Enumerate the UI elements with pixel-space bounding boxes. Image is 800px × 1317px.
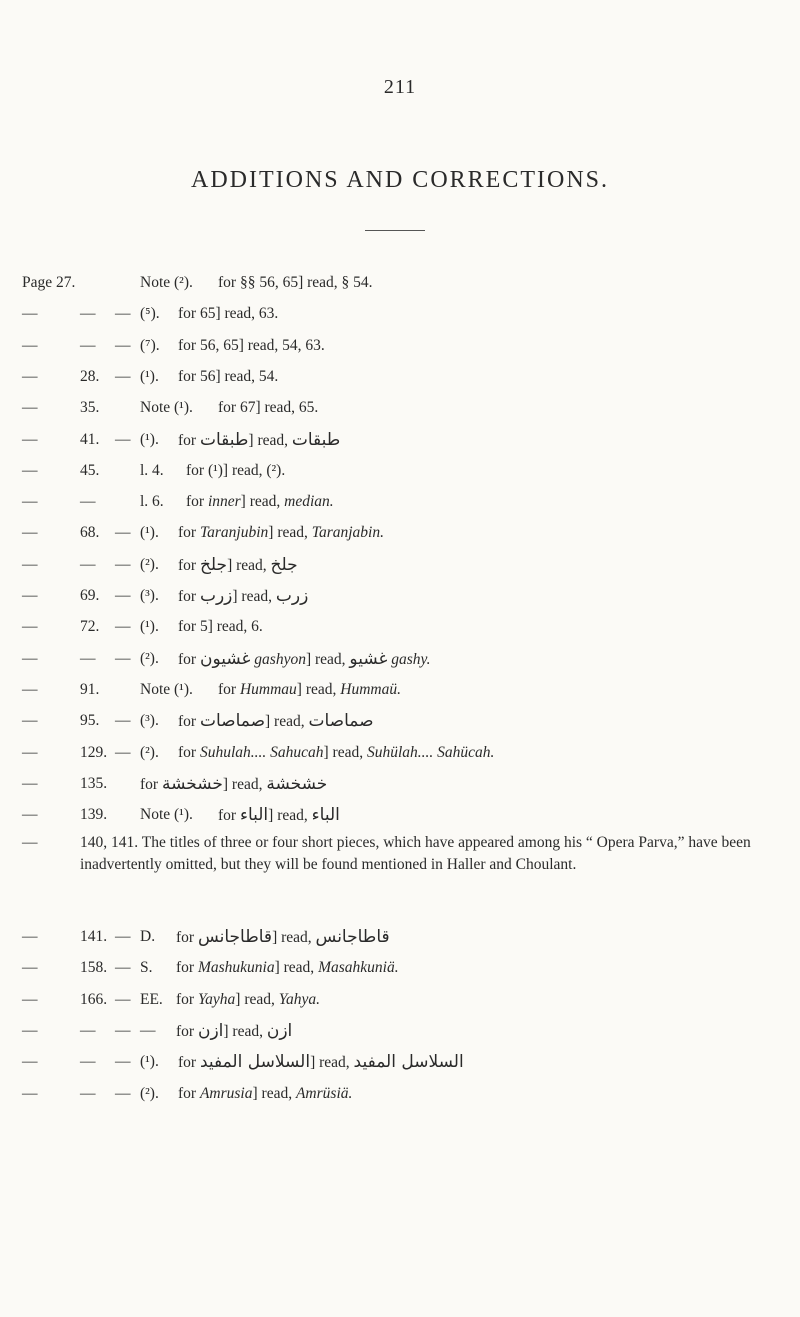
correction-row <box>0 488 800 516</box>
arabic-original: زرب <box>199 586 233 606</box>
note-ref: S. <box>140 959 153 977</box>
page-ref-number: 166. <box>80 990 108 1008</box>
correction-text <box>140 770 327 799</box>
read-word: ] read, <box>252 1084 296 1102</box>
note-ref: (²). <box>140 743 159 761</box>
correction-row <box>0 1017 800 1045</box>
corrected-reading: Suhülah.... Sahücah. <box>366 743 495 761</box>
correction-text <box>218 801 340 830</box>
correction-text <box>176 923 390 952</box>
separator-dash: — <box>115 305 131 323</box>
correction-row <box>0 923 800 951</box>
for-word: for <box>218 807 240 825</box>
note-ref: (¹). <box>140 618 159 636</box>
page-label: — <box>22 928 38 945</box>
correction-text <box>178 582 308 611</box>
page-ref-number: 69. <box>80 587 100 604</box>
correction-text <box>176 986 320 1014</box>
note-ref: Note (¹). <box>140 806 193 824</box>
note-ref: (¹). <box>140 524 159 542</box>
page-ref-number: — <box>80 1084 96 1102</box>
page-label: — <box>22 1053 38 1071</box>
for-word: for <box>178 650 200 668</box>
correction-text <box>176 1017 292 1046</box>
note-ref: (¹). <box>140 367 159 385</box>
separator-dash: — <box>115 743 131 761</box>
original-reading: Suhulah.... Sahucah <box>199 743 324 761</box>
correction-row <box>0 801 800 829</box>
original-reading: Hummau <box>239 680 297 698</box>
page-ref-number: — <box>80 1021 96 1039</box>
separator-dash: — <box>115 649 131 667</box>
for-word: for <box>176 959 198 977</box>
note-140-141 <box>22 832 780 876</box>
page-ref-number: — <box>80 336 96 354</box>
page-label: — <box>22 712 38 730</box>
page-ref-number: 35. <box>80 399 100 417</box>
separator-dash: — <box>115 712 131 730</box>
arabic-corrected: الباء <box>311 805 340 826</box>
read-word: ] read, <box>305 650 350 668</box>
separator-dash: — <box>115 959 131 977</box>
note-page-dash: — <box>22 834 38 851</box>
arabic-original: صماصات <box>199 711 266 732</box>
read-word: ] read, <box>296 680 341 698</box>
read-word: ] read, <box>240 493 285 511</box>
for-word: for <box>178 713 200 731</box>
for-word: for <box>178 524 200 542</box>
correction-text <box>178 707 374 736</box>
page-label: — <box>22 959 38 977</box>
page-ref-number: 28. <box>80 367 100 385</box>
arabic-corrected: ازن <box>266 1020 293 1041</box>
for-word: for <box>186 493 208 511</box>
original-reading: gashyon <box>254 650 306 668</box>
page-label: — <box>22 399 38 417</box>
correction-text <box>178 645 430 674</box>
page-label: — <box>22 493 38 511</box>
correction-text: for 67] read, 65. <box>218 399 319 417</box>
page-label: — <box>22 587 38 604</box>
page-ref-number: 135. <box>80 774 108 792</box>
note-ref: l. 4. <box>140 461 164 479</box>
page-label: — <box>22 618 38 636</box>
separator-dash: — <box>115 367 131 385</box>
correction-text <box>178 1048 464 1077</box>
page-label: — <box>22 1021 38 1039</box>
correction-row <box>0 426 800 454</box>
page-label: — <box>22 305 38 323</box>
original-reading: inner <box>207 493 241 511</box>
note-ref: Note (¹). <box>140 680 193 698</box>
page-label: — <box>22 336 38 354</box>
page-label: — <box>22 990 38 1008</box>
page-ref-number: — <box>80 493 96 511</box>
separator-dash: — <box>115 336 131 354</box>
correction-row <box>0 582 800 610</box>
title-divider <box>365 230 425 231</box>
note-page-numbers: 140, 141. <box>80 834 139 851</box>
read-word: ] read, <box>248 431 292 449</box>
note-ref: D. <box>140 928 156 945</box>
correction-text: for 5] read, 6. <box>178 618 263 636</box>
page-label: — <box>22 524 38 542</box>
page-ref-number: — <box>80 1053 96 1071</box>
separator-dash: — <box>115 928 131 945</box>
note-ref: l. 6. <box>140 493 164 511</box>
separator-dash: — <box>115 1053 131 1071</box>
arabic-original: خشخشة <box>161 773 223 794</box>
arabic-corrected: غشيو <box>349 648 388 669</box>
read-word: ] read, <box>274 959 319 977</box>
correction-text <box>178 739 494 767</box>
arabic-corrected: قاطاجانس <box>315 927 390 947</box>
for-word: for <box>178 1084 200 1102</box>
page-label: Page 27. <box>22 274 76 291</box>
correction-text: for 56, 65] read, 54, 63. <box>178 336 325 354</box>
note-ref: (³). <box>140 712 159 730</box>
original-reading: Taranjubin <box>199 524 269 542</box>
correction-text <box>178 426 340 455</box>
page-ref-number: 139. <box>80 806 108 824</box>
page-label: — <box>22 1084 38 1102</box>
arabic-corrected: خشخشة <box>266 773 328 794</box>
correction-row <box>0 707 800 735</box>
correction-row <box>0 954 800 982</box>
note-text: The titles of three or four short pieces, which have appeared among his “ Opera Parva,” have been inadvertently omitted, but they will be found mentioned in Haller and Choulant. <box>80 834 751 873</box>
correction-row <box>0 363 800 391</box>
read-word: ] read, <box>268 807 312 825</box>
correction-row <box>0 986 800 1014</box>
page-ref-number: 72. <box>80 618 100 636</box>
note-ref: (²). <box>140 649 159 667</box>
separator-dash: — <box>115 555 131 573</box>
arabic-corrected: صماصات <box>308 711 374 732</box>
corrected-reading: Hummaü. <box>340 680 401 698</box>
arabic-corrected: جلخ <box>270 554 298 575</box>
correction-text <box>176 954 399 982</box>
separator-dash: — <box>115 1084 131 1102</box>
separator-dash: — <box>115 587 131 604</box>
page-ref-number: 129. <box>80 743 108 761</box>
arabic-corrected: السلاسل المفيد <box>353 1052 464 1073</box>
correction-row <box>0 269 800 297</box>
arabic-corrected: زرب <box>275 586 309 606</box>
correction-text <box>178 551 298 580</box>
page-label: — <box>22 806 38 824</box>
arabic-original: طبقات <box>199 429 249 450</box>
for-word: for <box>218 680 240 698</box>
note-ref: (¹). <box>140 1053 159 1071</box>
corrected-reading: Taranjabin. <box>311 524 384 542</box>
note-ref: — <box>140 1021 156 1039</box>
correction-row <box>0 300 800 328</box>
page-label: — <box>22 555 38 573</box>
arabic-original: السلاسل المفيد <box>199 1052 311 1073</box>
correction-row <box>0 519 800 547</box>
for-word: for <box>178 431 200 449</box>
read-word: ] read, <box>223 1022 267 1040</box>
page-title: ADDITIONS AND CORRECTIONS. <box>190 167 609 193</box>
correction-text <box>178 1080 352 1108</box>
page-ref-number: 95. <box>80 712 100 730</box>
separator-dash: — <box>115 524 131 542</box>
arabic-original: الباء <box>239 805 269 826</box>
for-word: for <box>178 556 200 574</box>
page-label: — <box>22 461 38 479</box>
separator-dash: — <box>115 430 131 448</box>
note-ref: (²). <box>140 555 159 573</box>
note-ref: (⁷). <box>140 336 160 354</box>
page-ref-number: 68. <box>80 524 100 542</box>
correction-row <box>0 332 800 360</box>
page-label: — <box>22 680 38 698</box>
note-ref: EE. <box>140 990 163 1008</box>
note-ref: (⁵). <box>140 305 160 323</box>
page-number: 211 <box>383 76 417 98</box>
page-ref-number: — <box>80 649 96 667</box>
page-ref-number: 141. <box>80 928 108 945</box>
correction-text <box>178 519 384 547</box>
for-word: for <box>178 743 200 761</box>
correction-row <box>0 551 800 579</box>
correction-text: for §§ 56, 65] read, § 54. <box>218 274 373 291</box>
for-word: for <box>178 1054 200 1072</box>
corrected-reading: median. <box>284 493 334 511</box>
original-reading: Mashukunia <box>197 959 275 977</box>
arabic-original: قاطاجانس <box>197 927 273 947</box>
arabic-original: ازن <box>197 1020 224 1041</box>
correction-row <box>0 645 800 673</box>
read-word: ] read, <box>227 556 271 574</box>
separator-dash: — <box>115 618 131 636</box>
page-ref-number: 41. <box>80 430 100 448</box>
page-ref-number: — <box>80 555 96 573</box>
arabic-corrected: طبقات <box>291 429 341 450</box>
corrected-reading: Amrüsiä. <box>295 1084 353 1102</box>
for-word: for <box>176 990 198 1008</box>
corrected-reading: Yahya. <box>278 990 320 1008</box>
page-label: — <box>22 367 38 385</box>
for-word: for <box>176 929 198 946</box>
read-word: ] read, <box>265 713 309 731</box>
correction-text <box>186 488 334 516</box>
arabic-original: غشيون <box>199 648 251 669</box>
correction-row <box>0 1048 800 1076</box>
correction-text: for 65] read, 63. <box>178 305 279 323</box>
separator-dash: — <box>115 990 131 1008</box>
arabic-original: جلخ <box>199 554 228 575</box>
correction-row <box>0 613 800 641</box>
original-reading: Yayha <box>197 990 236 1008</box>
note-ref: Note (²). <box>140 274 193 291</box>
page-label: — <box>22 774 38 792</box>
correction-text: for 56] read, 54. <box>178 367 279 385</box>
page-ref-number: 158. <box>80 959 108 977</box>
page-ref-number: — <box>80 305 96 323</box>
page-ref-number: 45. <box>80 461 100 479</box>
page-label: — <box>22 743 38 761</box>
read-word: ] read, <box>235 990 279 1008</box>
note-ref: (²). <box>140 1084 159 1102</box>
read-word: ] read, <box>222 775 267 793</box>
separator-dash: — <box>115 1021 131 1039</box>
read-word: ] read, <box>310 1054 354 1072</box>
read-word: ] read, <box>272 929 316 946</box>
correction-row <box>0 770 800 798</box>
read-word: ] read, <box>268 524 312 542</box>
page-ref-number: 91. <box>80 680 100 698</box>
correction-row <box>0 676 800 704</box>
corrected-reading: Masahkuniä. <box>318 959 399 977</box>
for-word: for <box>178 588 200 605</box>
for-word: for <box>176 1022 198 1040</box>
original-reading: Amrusia <box>199 1084 253 1102</box>
note-ref: Note (¹). <box>140 399 193 417</box>
correction-row <box>0 739 800 767</box>
corrected-reading: gashy. <box>391 650 431 668</box>
correction-row <box>0 457 800 485</box>
page-label: — <box>22 430 38 448</box>
page-label: — <box>22 649 38 667</box>
correction-row <box>0 1080 800 1108</box>
correction-text: for (¹)] read, (²). <box>186 461 286 479</box>
for-word: for <box>140 775 162 793</box>
note-ref: (¹). <box>140 430 159 448</box>
note-ref: (³). <box>140 587 159 604</box>
correction-text <box>218 676 401 704</box>
correction-row <box>0 394 800 422</box>
read-word: ] read, <box>232 588 276 605</box>
read-word: ] read, <box>323 743 367 761</box>
